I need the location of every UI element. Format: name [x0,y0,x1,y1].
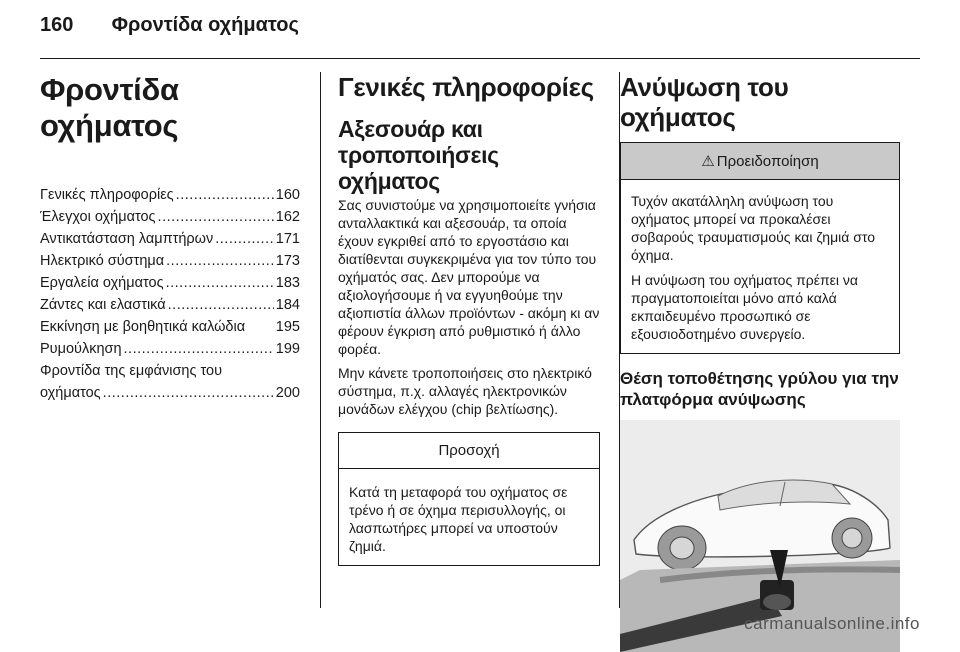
toc-label: Ρυμούλκηση [40,341,122,357]
caution-text: Κατά τη μεταφορά του οχήματος σε τρένο ή σε όχημα περισυλλογής, οι λασπωτήρες μπορεί να υποστούν ζημιά. [349,484,568,554]
toc-entry[interactable] [40,228,300,250]
toc-page: 162 [275,209,300,225]
toc-entry[interactable] [40,272,300,294]
column-divider-1 [320,72,321,608]
body-paragraph: Μην κάνετε τροποποιήσεις στο ηλεκτρικό σύστημα, π.χ. αλλαγές ηλεκτρονικών μονάδων ελέγχου (chip βελτίωσης). [338,365,592,417]
toc-page: 183 [275,275,300,291]
toc-leader [176,184,274,206]
table-of-contents [40,184,300,404]
toc-leader [103,382,274,404]
toc-label: Έλεγχοι οχήματος [40,209,156,225]
toc-leader [168,294,274,316]
toc-page: 184 [275,297,300,313]
page-header [40,14,299,37]
warning-header [621,143,899,180]
toc-entry[interactable] [40,206,300,228]
chapter-contents-column [40,72,300,419]
warning-text: Τυχόν ακατάλληλη ανύψωση του οχήματος μπορεί να προκαλέσει σοβαρούς τραυματισμούς και ζημιά στο όχημα. [631,193,875,263]
toc-label: Εργαλεία οχήματος [40,275,164,291]
toc-page: 171 [275,231,300,247]
toc-label: Ζάντες και ελαστικά [40,297,166,313]
toc-leader [215,228,274,250]
caution-box [338,432,600,566]
toc-label: Γενικές πληροφορίες [40,187,174,203]
running-title: Φροντίδα οχήματος [111,14,299,36]
toc-entry[interactable] [40,184,300,206]
rear-rim [842,528,862,548]
front-rim [670,537,694,559]
toc-label: Φροντίδα της εμφάνισης του [40,363,222,379]
toc-leader [166,250,274,272]
vehicle-lifting-column [620,72,900,652]
watermark: carmanualsonline.info [744,614,920,633]
section-heading: Γενικές πληροφορίες [338,72,594,102]
subsection-heading: Αξεσουάρ και τροποποιήσεις οχήματος [338,116,499,194]
chapter-title: Φροντίδα οχήματος [40,72,179,143]
toc-page: 200 [275,385,300,401]
body-paragraph: Σας συνιστούμε να χρησιμοποιείτε γνήσια ανταλλακτικά και αξεσουάρ, τα οποία έχουν εγκριθεί από το εργοστάσιο και διατίθενται συγκεκριμένα για τον τύπο του οχήματός σας. Δεν μπορούμε να αξιολογήσουμε ή να εγγυηθούμε την αξιοπιστία άλλων προϊόντων - ακόμη κι αν φέρουν έγκριση από ρυθμιστικό ή άλλο φορέα. [338,197,600,357]
toc-leader [124,338,274,360]
caution-title: Προσοχή [339,433,599,469]
toc-page: 160 [275,187,300,203]
warning-text: Η ανύψωση του οχήματος πρέπει να πραγματοποιείται μόνο από καλά εκπαιδευμένο προσωπικό σε εξουσιοδοτημένο συνεργείο. [631,272,858,342]
warning-box [620,142,900,354]
pad-top [763,594,791,610]
toc-page: 199 [275,341,300,357]
toc-page: 195 [275,319,300,335]
toc-leader [158,206,274,228]
toc-label: οχήματος [40,385,101,401]
toc-label: Ηλεκτρικό σύστημα [40,253,165,269]
toc-entry[interactable] [40,360,300,404]
toc-entry[interactable] [40,338,300,360]
warning-triangle-icon: ⚠ [701,153,715,170]
section-heading: Ανύψωση του οχήματος [620,72,789,132]
toc-page: 173 [275,253,300,269]
toc-entry[interactable] [40,250,300,272]
toc-entry[interactable] [40,294,300,316]
toc-leader [166,272,274,294]
page-number: 160 [40,14,74,36]
warning-title: Προειδοποίηση [716,153,819,170]
toc-entry[interactable] [40,316,300,338]
header-rule [40,58,920,59]
toc-label: Εκκίνηση με βοηθητικά καλώδια [40,319,246,335]
toc-label: Αντικατάσταση λαμπτήρων [40,231,214,247]
general-info-column [338,72,600,566]
subsection-heading: Θέση τοποθέτησης γρύλου για την πλατφόρμα ανύψωσης [620,369,899,409]
